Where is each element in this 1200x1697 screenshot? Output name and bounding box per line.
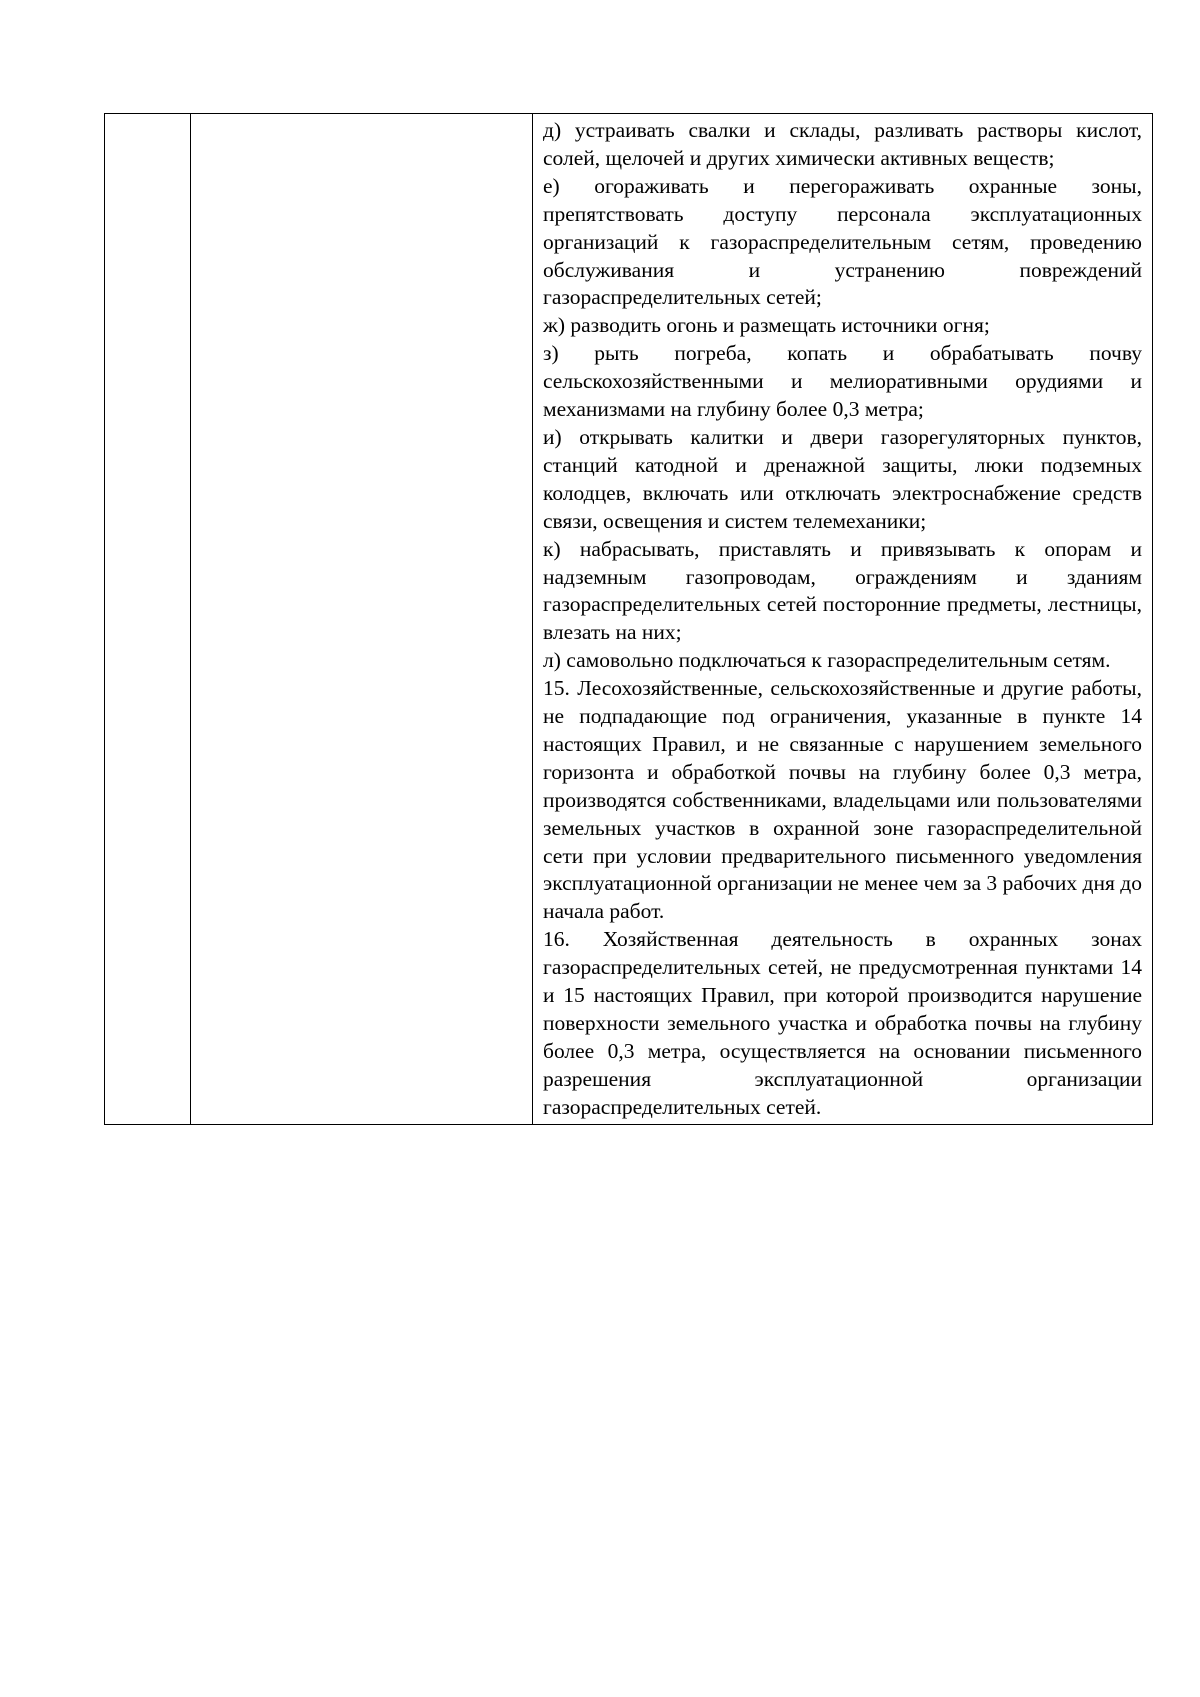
- paragraph-zh: ж) разводить огонь и размещать источники огня;: [543, 313, 990, 338]
- cell-number-text: [105, 114, 190, 119]
- paragraph-15: 15. Лесохозяйственные, сельскохозяйственные и другие работы, не подпадающие под ограничения, указанные в пункте 14 настоящих Правил, и не связанные с нарушением земельного горизонта и обработкой почвы на глубину более 0,3 метра, производятся собственниками, владельцами или пользователями земельных участков в охранной зоне газораспределительной сети при условии предварительного письменного уведомления эксплуатационной организации не менее чем за 3 рабочих дня до начала работ.: [543, 676, 1142, 924]
- table-cell-number: [105, 114, 191, 1125]
- table-row: [105, 114, 1153, 1125]
- table-cell-content: [533, 114, 1153, 1125]
- paragraph-d: д) устраивать свалки и склады, разливать растворы кислот, солей, щелочей и других химически активных веществ;: [543, 118, 1142, 170]
- paragraph-k: к) набрасывать, приставлять и привязывать к опорам и надземным газопроводам, ограждениям и зданиям газораспределительных сетей посторонние предметы, лестницы, влезать на них;: [543, 536, 1142, 645]
- paragraph-z: з) рыть погреба, копать и обрабатывать почву сельскохозяйственными и мелиоративными орудиями и механизмами на глубину более 0,3 метра;: [543, 341, 1142, 422]
- paragraph-e: е) огораживать и перегораживать охранные зоны, препятствовать доступу персонала эксплуатационных организаций к газораспределительным сетям, проведению обслуживания и устранению повреждений газораспределительных сетей;: [543, 173, 1142, 310]
- table-cell-title: [191, 114, 533, 1125]
- paragraph-l: л) самовольно подключаться к газораспределительным сетям.: [543, 648, 1111, 673]
- cell-title-text: [191, 114, 532, 119]
- paragraph-16: 16. Хозяйственная деятельность в охранных зонах газораспределительных сетей, не предусмотренная пунктами 14 и 15 настоящих Правил, при которой производится нарушение поверхности земельного участка и обработка почвы на глубину более 0,3 метра, осуществляется на основании письменного разрешения эксплуатационной организации газораспределительных сетей.: [543, 927, 1142, 1119]
- cell-content-text: [533, 114, 1152, 1124]
- document-table: [104, 113, 1153, 1125]
- paragraph-i: и) открывать калитки и двери газорегуляторных пунктов, станций катодной и дренажной защиты, люки подземных колодцев, включать или отключать электроснабжение средств связи, освещения и систем телемеханики;: [543, 424, 1142, 533]
